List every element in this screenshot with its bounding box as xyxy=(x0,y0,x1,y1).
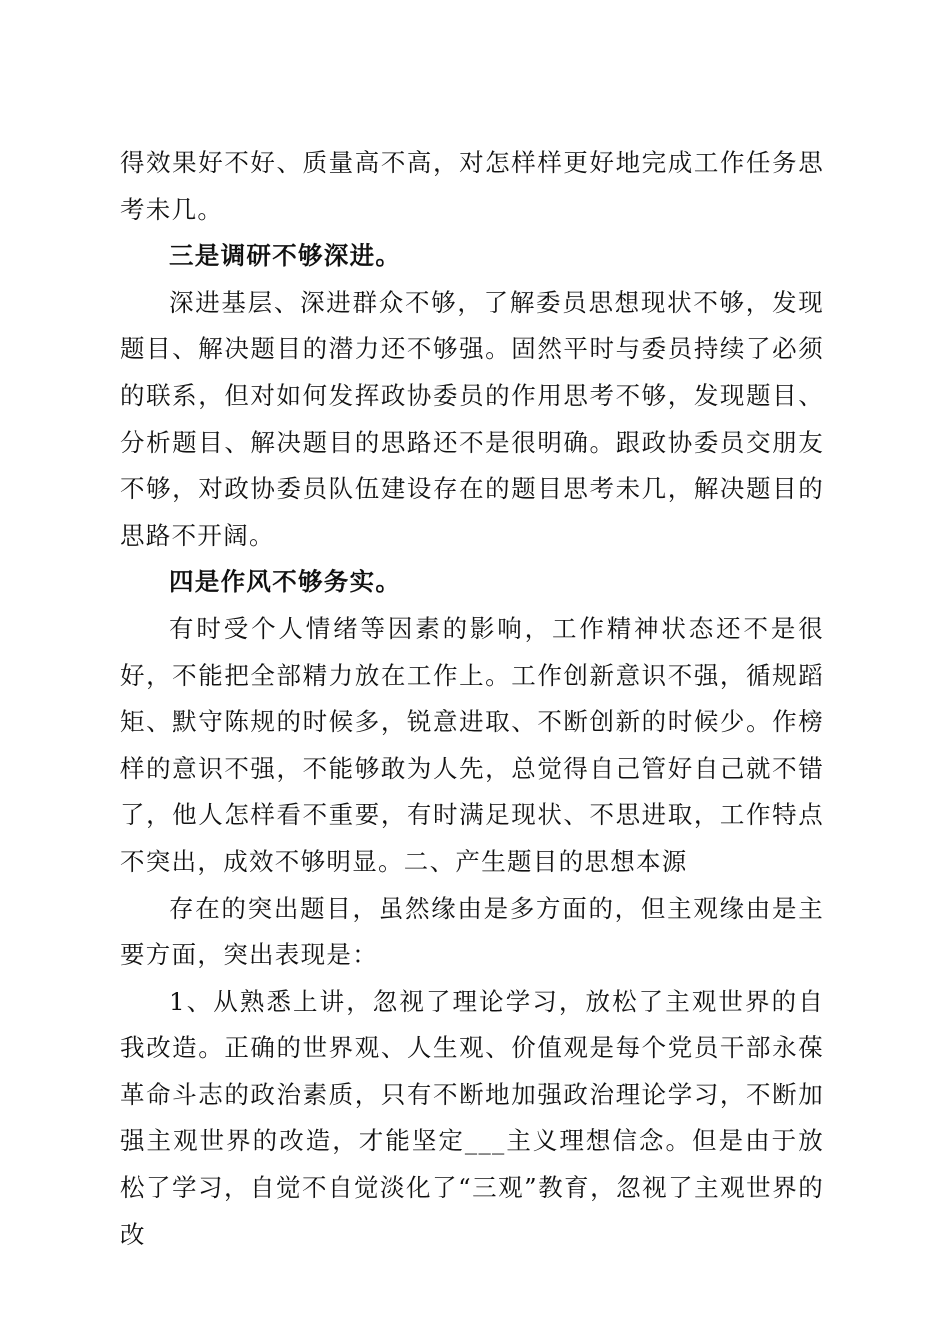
document-body xyxy=(120,140,824,1258)
paragraph-research: 深进基层、深进群众不够，了解委员思想现状不够，发现题目、解决题目的潜力还不够强。固然平时与委员持续了必须的联系，但对如何发挥政协委员的作用思考不够，发现题目、分析题目、解决题目的思路还不是很明确。跟政协委员交朋友不够，对政协委员队伍建设存在的题目思考未几，解决题目的思路不开阔。 xyxy=(120,287,824,550)
paragraph-root-causes: 存在的突出题目，虽然缘由是多方面的，但主观缘由是主要方面，突出表现是： xyxy=(120,893,824,970)
paragraph-work-style: 有时受个人情绪等因素的影响，工作精神状态还不是很好，不能把全部精力放在工作上。工作创新意识不强，循规蹈矩、默守陈规的时候多，锐意进取、不断创新的时候少。作榜样的意识不强，不能够敢为人先，总觉得自己管好自己就不错了，他人怎样看不重要，有时满足现状、不思进取，工作特点不突出，成效不够明显。二、产生题目的思想本源 xyxy=(120,613,824,876)
paragraph-theory-study: 1、从熟悉上讲，忽视了理论学习，放松了主观世界的自我改造。正确的世界观、人生观、价值观是每个党员干部永葆革命斗志的政治素质，只有不断地加强政治理论学习，不断加强主观世界的改造，才能坚定___主义理想信念。但是由于放松了学习，自觉不自觉淡化了“三观”教育，忽视了主观世界的改 xyxy=(120,986,824,1249)
section-heading-work-style: 四是作风不够务实。 xyxy=(169,567,402,597)
section-heading-research: 三是调研不够深进。 xyxy=(169,241,402,271)
paragraph-continuation: 得效果好不好、质量高不高，对怎样样更好地完成工作任务思考未几。 xyxy=(120,148,824,224)
